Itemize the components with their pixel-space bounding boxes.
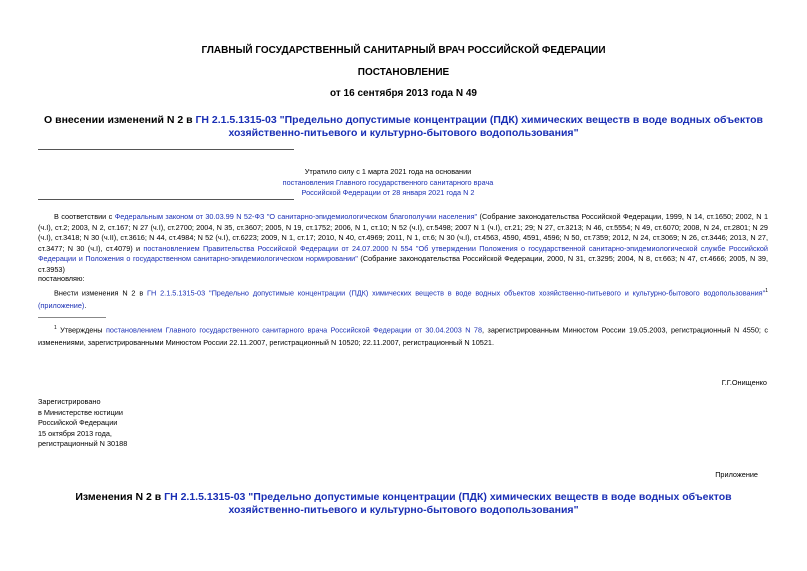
signature: Г.Г.Онищенко [721,378,767,387]
federal-law-link[interactable]: Федеральным законом от 30.03.99 N 52-ФЗ "О санитарно-эпидемиологическом благополучии населения" [114,212,478,221]
status-note-link[interactable]: Российской Федерации от 28 января 2021 года N 2 [301,188,475,197]
preamble-text: (Собрание законодательства Российской Федерации, 2000, N 31, ст.3295; 2004, N 8, ст.663; N 47, ст.4666; 2005, N 39, ст.3953) [38,254,768,274]
document-title [40,114,767,140]
status-note [268,167,508,199]
hygienic-standard-link[interactable]: ГН 2.1.5.1315-03 "Предельно допустимые концентрации (ПДК) химических веществ в воде водных объектов хозяйственно-питьевого и культурно-бытового водопользования" [147,288,766,298]
status-note-link[interactable]: постановления Главного государственного санитарного врача [282,177,494,187]
title-link[interactable]: ГН 2.1.5.1315-03 "Предельно допустимые концентрации (ПДК) химических веществ в воде водных объектов хозяйственно-питьевого и культурно-бытового водопользования" [195,114,763,139]
government-decree-link[interactable]: постановлением Правительства Российской Федерации от 24.07.2000 N 554 "Об утверждении Положения о государственной санитарно-эпидемиологической службе Российской Федерации и Положения о государственном санитарно-эпидемиологическом нормировании" [38,243,769,263]
footnote-text: , зарегистрированным Минюстом России 19.05.2003, регистрационный N 4550; с изменениями, зарегистрированными Минюстом России 22.11.2007, регистрационный N 10520; 22.11.2007, регистрационный N 10521. [38,325,768,348]
status-note-line: Утратило силу с 1 марта 2021 года на основании [304,167,472,176]
appendix-title-link[interactable]: ГН 2.1.5.1315-03 "Предельно допустимые концентрации (ПДК) химических веществ в воде водных объектов хозяйственно-питьевого и культурно-бытового водопользования" [164,491,732,516]
separator-line [38,199,294,200]
amendment-paragraph [38,285,768,312]
registration-line: регистрационный N 30188 [38,439,128,448]
preamble-text: (Собрание законодательства Российской Федерации, 1999, N 14, ст.1650; 2002, N 1 (ч.I), ст.2; 2003, N 2, ст.167; N 27 (ч.I), ст.2700; 2004, N 35, ст.3607; 2005, N 19, ст.1752; 2006, N 1, ст.10; N 52 (ч.I), ст.5498; 2007 N 1 (ч.I), ст.21; 29; N 27, ст.3213; N 46, ст.5554; N 49, ст.6070; 2008, N 24, ст.2801; N 29 (ч.I), ст.3418; N 30 (ч.II), ст.3616; N 44, ст.4984; N 52 (ч.I), ст.6223; 2009, N 1, ст.17; 2010, N 40, ст.4969; 2011, N 1, ст.6; N 30 (ч.I), ст.4563, 4590, 4591, 4596; N 50, ст.7359; 2012, N 24, ст.3069; N 26, ст.3446; 2013, N 27, ст.3477; N 30 (ч.I), ст.4079) и [38,212,769,253]
title-prefix: О внесении изменений N 2 в [44,114,196,126]
footnote [38,322,768,349]
appendix-title [40,491,767,517]
footnote-marker[interactable]: 1 [765,288,768,294]
appendix-title-prefix: Изменения N 2 в [75,491,165,503]
footnote-text: Утверждены [56,325,106,335]
document-type: ПОСТАНОВЛЕНИЕ [357,67,450,78]
registration-line: 15 октября 2013 года, [38,428,112,438]
registration-line: в Министерстве юстиции [38,407,123,417]
registration-line: Российской Федерации [38,418,118,427]
separator-line [38,149,294,150]
preamble-text: В соответствии с [54,212,115,221]
footnote-separator [38,317,106,318]
registration-line: Зарегистрировано [38,397,101,406]
registration-block [38,397,127,450]
appendix-label: Приложение [715,470,758,479]
appendix-link[interactable]: (приложение) [38,300,85,310]
footnote-number: 1 [54,325,57,331]
decree-78-link[interactable]: постановлением Главного государственного санитарного врача Российской Федерации от 30.04.2003 N 78 [105,325,483,335]
preamble-paragraph [38,212,768,275]
resolves-label: постановляю: [38,274,85,283]
amendment-text: . [84,300,87,310]
amendment-text: Внести изменения N 2 в [54,288,148,298]
document-date-number: от 16 сентября 2013 года N 49 [330,88,477,99]
authority-heading: ГЛАВНЫЙ ГОСУДАРСТВЕННЫЙ САНИТАРНЫЙ ВРАЧ РОССИЙСКОЙ ФЕДЕРАЦИИ [201,45,606,56]
